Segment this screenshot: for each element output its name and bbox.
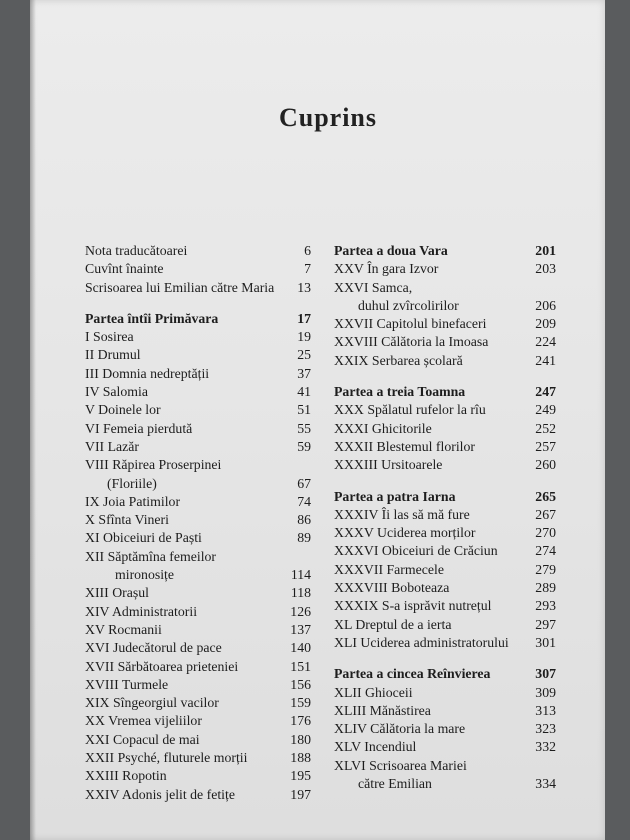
toc-entry <box>334 634 556 652</box>
toc-entry-title: IX Joia Patimilor <box>85 493 181 509</box>
toc-page-number: 17 <box>297 310 311 326</box>
toc-entry <box>334 279 556 297</box>
toc-entry-title: XXXVI Obiceiuri de Crăciun <box>334 543 498 559</box>
toc-section-heading <box>334 242 556 260</box>
toc-page-number: 114 <box>290 567 311 583</box>
toc-entry <box>85 658 311 676</box>
toc-entry <box>85 383 311 401</box>
toc-entry-title: Scrisoarea lui Emilian către Maria <box>85 279 275 295</box>
section-spacer <box>334 370 556 383</box>
toc-entry-title: II Drumul <box>85 347 141 363</box>
toc-section-heading <box>334 488 556 506</box>
toc-entry-title: VIII Răpirea Proserpinei <box>85 457 222 473</box>
toc-page-number: 224 <box>535 334 556 350</box>
toc-page-number: 247 <box>535 384 556 400</box>
toc-entry-title: XXXIII Ursitoarele <box>334 457 443 473</box>
toc-page-number: 252 <box>535 420 556 436</box>
toc-page-number: 313 <box>535 702 556 718</box>
toc-entry-title: XVIII Turmele <box>85 676 169 692</box>
toc-entry-title: XIII Orașul <box>85 585 149 601</box>
toc-entry-title: XV Rocmanii <box>85 621 162 637</box>
toc-entry <box>334 702 556 720</box>
toc-entry-title: Partea a cincea Reînvierea <box>334 666 491 682</box>
toc-entry-title: XXVII Capitolul binefaceri <box>334 316 487 332</box>
toc-page-number: 55 <box>297 420 311 436</box>
toc-page-number: 118 <box>290 585 311 601</box>
toc-entry-title: Cuvînt înainte <box>85 261 164 277</box>
toc-entry-title: duhul zvîrcolirilor <box>358 297 459 313</box>
toc-page-number: 203 <box>535 261 556 277</box>
toc-entry <box>85 548 311 566</box>
toc-page-number: 197 <box>290 786 311 802</box>
toc-page-number: 270 <box>535 525 556 541</box>
toc-entry-title: Nota traducătoarei <box>85 243 188 258</box>
toc-page-number: 301 <box>535 634 556 650</box>
toc-entry-title: mironosițe <box>115 567 175 583</box>
section-spacer <box>85 297 311 310</box>
toc-entry-title: XII Săptămîna femeilor <box>85 548 217 564</box>
toc-entry <box>85 493 311 511</box>
toc-entry-title: XVII Sărbătoarea prieteniei <box>85 658 239 674</box>
toc-entry <box>85 242 311 260</box>
toc-entry-title: VI Femeia pierdută <box>85 420 193 436</box>
toc-entry <box>85 566 311 584</box>
toc-entry <box>85 456 311 474</box>
toc-entry <box>334 597 556 615</box>
toc-page-number: 279 <box>535 561 556 577</box>
toc-page-number: 176 <box>290 713 311 729</box>
toc-page-number: 293 <box>535 598 556 614</box>
toc-page-number: 19 <box>297 329 311 345</box>
toc-page-number: 332 <box>535 739 556 755</box>
toc-page-number: 188 <box>290 750 311 766</box>
section-spacer <box>334 652 556 665</box>
toc-entry <box>85 767 311 785</box>
toc-entry <box>85 475 311 493</box>
toc-entry-title: XX Vremea vijeliilor <box>85 713 202 729</box>
toc-entry <box>85 676 311 694</box>
toc-page-number: 74 <box>297 493 311 509</box>
toc-entry <box>85 328 311 346</box>
toc-page-number: 209 <box>535 316 556 332</box>
toc-entry <box>334 260 556 278</box>
toc-entry <box>85 694 311 712</box>
toc-entry-title: XLVI Scrisoarea Mariei <box>334 757 467 773</box>
toc-page-number: 307 <box>535 666 556 682</box>
toc-entry-title: XXXVII Farmecele <box>334 561 444 577</box>
toc-page-number: 249 <box>535 402 556 418</box>
toc-entry-title: XLV Incendiul <box>334 739 417 755</box>
toc-page-number: 309 <box>535 684 556 700</box>
toc-entry-title: XXIII Ropotin <box>85 768 167 784</box>
toc-entry-title: VII Lazăr <box>85 438 139 454</box>
toc-entry <box>85 365 311 383</box>
toc-entry <box>334 579 556 597</box>
toc-section-heading <box>334 383 556 401</box>
toc-page-number: 126 <box>290 603 311 619</box>
toc-entry-title: XVI Judecătorul de pace <box>85 640 222 656</box>
toc-entry-title: XXIX Serbarea școlară <box>334 352 463 368</box>
toc-entry <box>334 757 556 775</box>
toc-entry <box>85 639 311 657</box>
toc-entry <box>85 603 311 621</box>
toc-page-number: 257 <box>535 438 556 454</box>
toc-entry <box>334 297 556 315</box>
toc-entry <box>334 420 556 438</box>
toc-entry-title: XXV În gara Izvor <box>334 261 439 277</box>
toc-entry <box>85 420 311 438</box>
toc-entry-title: XXXIV Îi las să mă fure <box>334 506 470 522</box>
toc-page-number: 25 <box>297 347 311 363</box>
toc-page-number: 137 <box>290 621 311 637</box>
toc-page-number: 267 <box>535 506 556 522</box>
toc-entry-title: I Sosirea <box>85 329 134 345</box>
toc-entry-title: XXVIII Călătoria la Imoasa <box>334 334 489 350</box>
toc-page-number: 13 <box>297 279 311 295</box>
toc-entry <box>334 506 556 524</box>
toc-entry-title: XXIV Adonis jelit de fetițe <box>85 786 235 802</box>
toc-column-left <box>85 242 311 804</box>
page-title: Cuprins <box>278 103 378 133</box>
toc-entry <box>334 438 556 456</box>
toc-page-number: 323 <box>535 721 556 737</box>
toc-entry-title: III Domnia nedreptății <box>85 365 210 381</box>
toc-entry <box>85 731 311 749</box>
toc-page-number: 201 <box>535 243 556 258</box>
toc-page-number: 156 <box>290 676 311 692</box>
toc-entry <box>334 315 556 333</box>
toc-entry-title: XXXI Ghicitorile <box>334 420 432 436</box>
toc-entry-title: V Doinele lor <box>85 402 161 418</box>
toc-entry <box>334 333 556 351</box>
toc-entry <box>85 511 311 529</box>
toc-page-number: 6 <box>304 243 311 258</box>
toc-entry <box>85 712 311 730</box>
toc-entry-title: XXVI Samca, <box>334 279 413 295</box>
toc-entry <box>334 352 556 370</box>
toc-entry-title: XXXV Uciderea morților <box>334 525 476 541</box>
toc-entry <box>85 279 311 297</box>
toc-entry-title: X Sfînta Vineri <box>85 512 169 528</box>
toc-entry-title: XXX Spălatul rufelor la rîu <box>334 402 486 418</box>
toc-entry <box>334 456 556 474</box>
toc-page-number: 7 <box>304 261 311 277</box>
toc-page-number: 86 <box>297 512 311 528</box>
toc-page-number: 289 <box>535 580 556 596</box>
toc-entry-title: Partea a doua Vara <box>334 243 448 258</box>
toc-page-number: 51 <box>297 402 311 418</box>
toc-entry <box>85 438 311 456</box>
toc-entry-title: către Emilian <box>358 776 432 792</box>
toc-page-number: 67 <box>297 475 311 491</box>
toc-entry <box>334 561 556 579</box>
toc-entry-title: XIV Administratorii <box>85 603 198 619</box>
toc-entry <box>85 401 311 419</box>
toc-page-number: 89 <box>297 530 311 546</box>
toc-page-number: 195 <box>290 768 311 784</box>
toc-entry-title: XLI Uciderea administratorului <box>334 634 509 650</box>
toc-entry-title: XLIII Mănăstirea <box>334 702 431 718</box>
toc-entry <box>334 720 556 738</box>
toc-entry <box>85 584 311 602</box>
toc-entry-title: XXXVIII Boboteaza <box>334 580 450 596</box>
toc-entry <box>85 260 311 278</box>
toc-entry <box>334 738 556 756</box>
toc-page-number: 206 <box>535 297 556 313</box>
toc-entry <box>334 401 556 419</box>
toc-section-heading <box>334 665 556 683</box>
toc-page-number: 241 <box>535 352 556 368</box>
toc-entry <box>85 621 311 639</box>
toc-page-number: 180 <box>290 731 311 747</box>
toc-section-heading <box>85 310 311 328</box>
toc-entry <box>334 684 556 702</box>
toc-entry-title: XXXII Blestemul florilor <box>334 438 476 454</box>
toc-entry <box>85 346 311 364</box>
toc-page-number: 159 <box>290 695 311 711</box>
toc-page-number: 274 <box>535 543 556 559</box>
toc-page-number: 41 <box>297 384 311 400</box>
toc-entry-title: IV Salomia <box>85 384 148 400</box>
toc-page-number: 140 <box>290 640 311 656</box>
toc-entry <box>334 524 556 542</box>
toc-entry-title: XLII Ghioceii <box>334 684 413 700</box>
toc-entry-title: XXXIX S-a isprăvit nutrețul <box>334 598 492 614</box>
toc-page-number: 334 <box>535 776 556 792</box>
toc-entry-title: XXII Psyché, fluturele morții <box>85 750 248 766</box>
toc-column-right <box>334 242 556 793</box>
toc-page-number: 265 <box>535 488 556 504</box>
toc-page-number: 37 <box>297 365 311 381</box>
toc-page-number: 260 <box>535 457 556 473</box>
toc-entry-title: (Floriile) <box>107 475 157 491</box>
toc-page-number: 297 <box>535 616 556 632</box>
toc-entry-title: XI Obiceiuri de Paști <box>85 530 202 546</box>
toc-page-number: 59 <box>297 438 311 454</box>
toc-entry-title: Partea a treia Toamna <box>334 384 466 400</box>
toc-entry-title: XLIV Călătoria la mare <box>334 721 466 737</box>
toc-entry-title: XIX Sîngeorgiul vacilor <box>85 695 219 711</box>
toc-entry <box>85 786 311 804</box>
toc-page-number: 151 <box>290 658 311 674</box>
toc-entry <box>85 529 311 547</box>
toc-entry-title: XXI Copacul de mai <box>85 731 200 747</box>
section-spacer <box>334 475 556 488</box>
toc-entry-title: Partea întîi Primăvara <box>85 310 219 326</box>
toc-entry <box>334 542 556 560</box>
toc-entry-title: XL Dreptul de a ierta <box>334 616 452 632</box>
toc-entry <box>85 749 311 767</box>
toc-entry-title: Partea a patra Iarna <box>334 488 456 504</box>
toc-entry <box>334 775 556 793</box>
toc-entry <box>334 616 556 634</box>
